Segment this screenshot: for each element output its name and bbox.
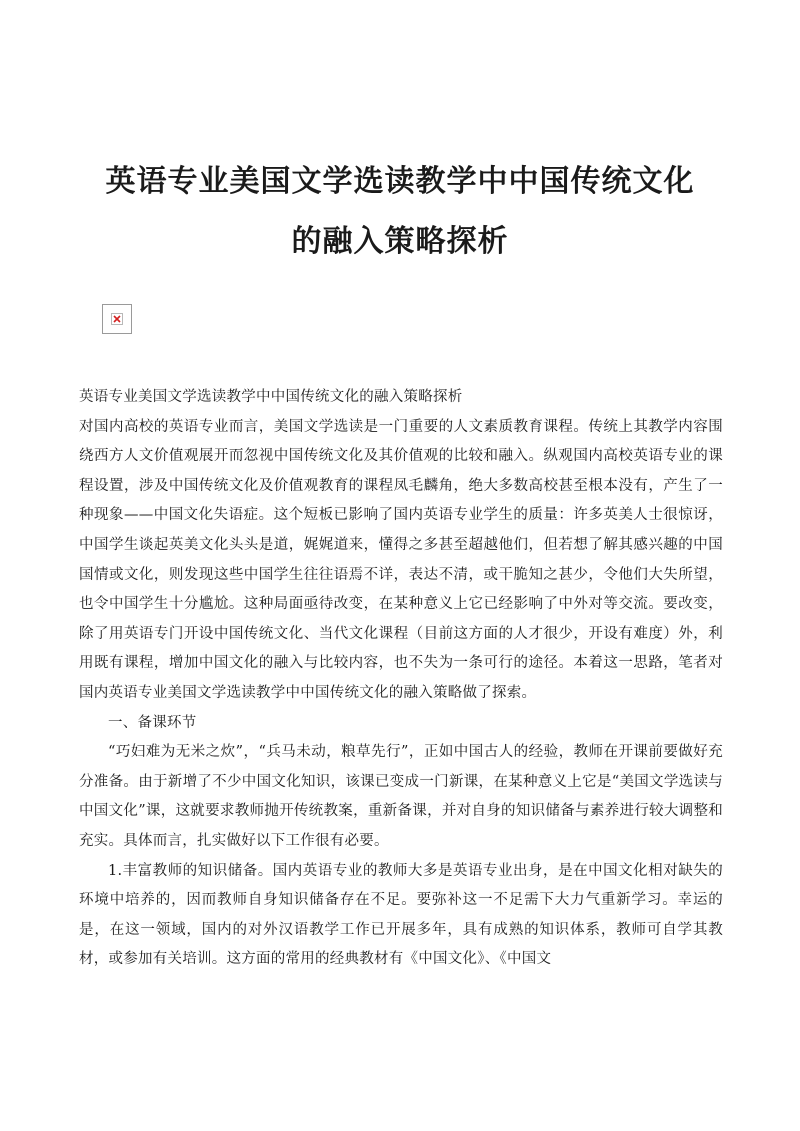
broken-image-frame [111, 313, 123, 325]
intro-paragraph: 对国内高校的英语专业而言，美国文学选读是一门重要的人文素质教育课程。传统上其教学内容围绕西方人文价值观展开而忽视中国传统文化及其价值观的比较和融入。纵观国内高校英语专业的课程设置，涉及中国传统文化及价值观教育的课程凤毛麟角，绝大多数高校甚至根本没有，产生了一种现象——中国文化失语症。这个短板已影响了国内英语专业学生的质量：许多英美人士很惊讶，中国学生谈起英美文化头头是道，娓娓道来，懂得之多甚至超越他们，但若想了解其感兴趣的中国国情或文化，则发现这些中国学生往往语焉不详，表达不清，或干脆知之甚少，令他们大失所望，也令中国学生十分尴尬。这种局面亟待改变，在某种意义上它已经影响了中外对等交流。要改变，除了用英语专门开设中国传统文化、当代文化课程（目前这方面的人才很少，开设有难度）外，利用既有课程，增加中国文化的融入与比较内容，也不失为一条可行的途径。本着这一思路，笔者对国内英语专业美国文学选读教学中中国传统文化的融入策略做了探索。 [79, 418, 723, 701]
section-heading-lesson-prep: 一、备课环节 [108, 714, 197, 731]
section-paragraph-lesson-prep: “巧妇难为无米之炊”，“兵马未动，粮草先行”，正如中国古人的经验，教师在开课前要做好充分准备。由于新增了不少中国文化知识，该课已变成一门新课，在某种意义上它是“美国文学选读与中国文化”课，这就要求教师抛开传统教案，重新备课，并对自身的知识储备与素养进行较大调整和充实。具体而言，扎实做好以下工作很有必要。 [79, 744, 723, 849]
document-title-line-1: 英语专业美国文学选读教学中中国传统文化 [105, 164, 695, 199]
document-title-line-2: 的融入策略探析 [291, 224, 509, 259]
document-subtitle: 英语专业美国文学选读教学中中国传统文化的融入策略探析 [79, 389, 463, 405]
document-body [79, 383, 723, 975]
red-x-icon [113, 315, 121, 323]
point-paragraph-knowledge: 1.丰富教师的知识储备。国内英语专业的教师大多是英语专业出身，是在中国文化相对缺失的环境中培养的，因而教师自身知识储备存在不足。要弥补这一不足需下大力气重新学习。幸运的是，在这一领域，国内的对外汉语教学工作已开展多年，具有成熟的知识体系，教师可自学其教材，或参加有关培训。这方面的常用的经典教材有《中国文化》、《中国文 [79, 862, 723, 968]
broken-image-icon [102, 304, 132, 334]
